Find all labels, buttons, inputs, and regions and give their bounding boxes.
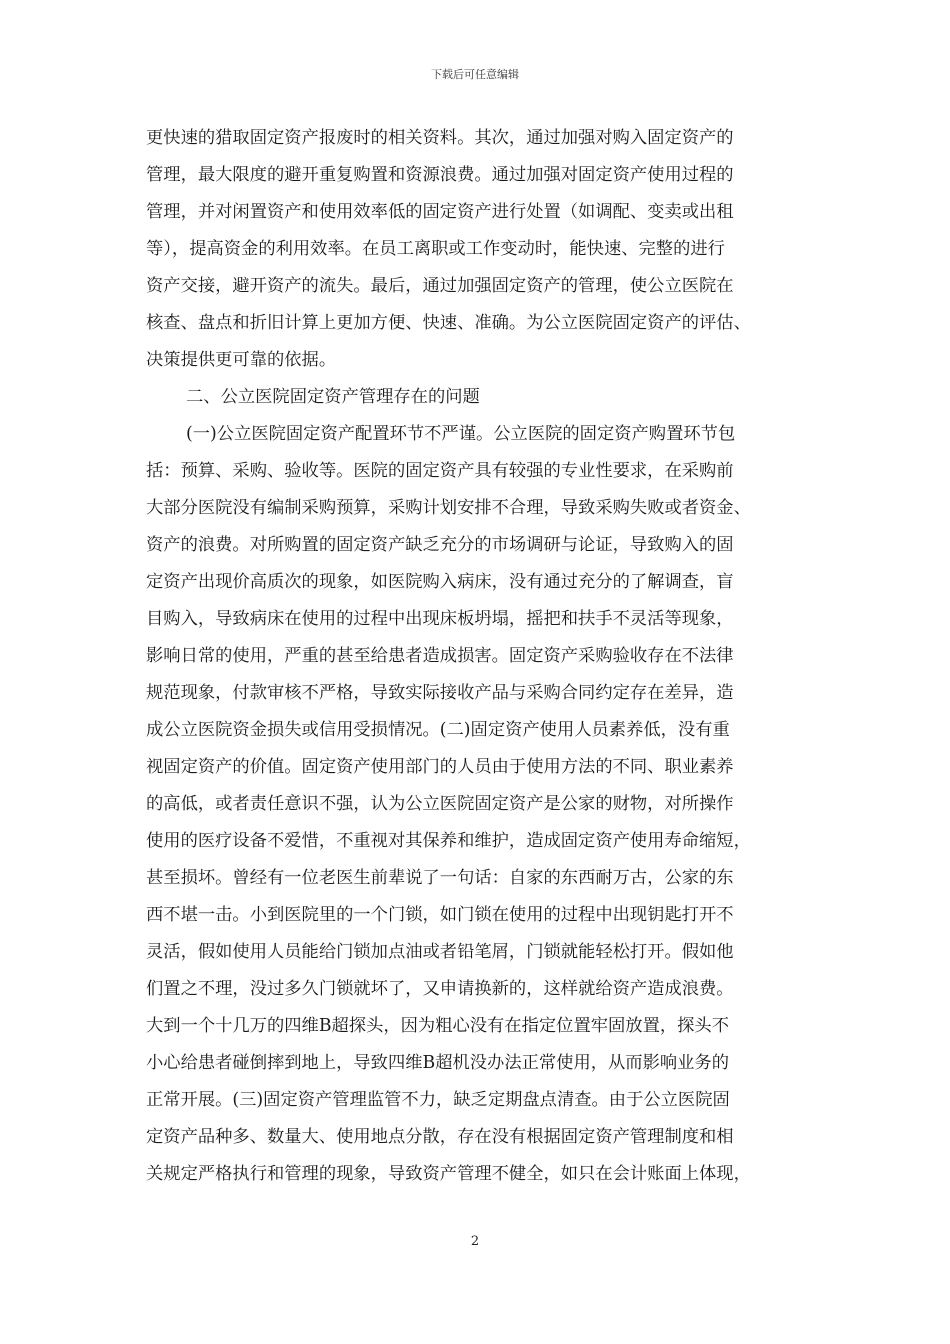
text-line: 大到一个十几万的四维B超探头，因为粗心没有在指定位置牢固放置，探头不	[146, 1016, 729, 1036]
text-line: 资产交接，避开资产的流失。最后，通过加强固定资产的管理，使公立医院在	[146, 276, 734, 296]
text-line: 括：预算、采购、验收等。医院的固定资产具有较强的专业性要求，在采购前	[146, 461, 734, 481]
text-line: 甚至损坏。曾经有一位老医生前辈说了一句话：自家的东西耐万古，公家的东	[146, 868, 734, 888]
text-line: 正常开展。(三)固定资产管理监管不力，缺乏定期盘点清查。由于公立医院固	[146, 1090, 730, 1110]
text-line: 影响日常的使用，严重的甚至给患者造成损害。固定资产采购验收存在不法律	[146, 646, 734, 666]
text-line: 更快速的猎取固定资产报废时的相关资料。其次，通过加强对购入固定资产的	[146, 128, 734, 148]
section-heading: 二、公立医院固定资产管理存在的问题	[186, 387, 480, 407]
text-line: 们置之不理，没过多久门锁就坏了，又申请换新的，这样就给资产造成浪费。	[146, 979, 734, 999]
text-line: 关规定严格执行和管理的现象，导致资产管理不健全，如只在会计账面上体现，	[146, 1164, 751, 1184]
text-line: 定资产品种多、数量大、使用地点分散，存在没有根据固定资产管理制度和相	[146, 1127, 734, 1147]
text-line: 西不堪一击。小到医院里的一个门锁，如门锁在使用的过程中出现钥匙打开不	[146, 905, 734, 925]
text-line: 决策提供更可靠的依据。	[146, 350, 337, 370]
text-line: 小心给患者碰倒摔到地上，导致四维B超机没办法正常使用，从而影响业务的	[146, 1053, 729, 1073]
page-header: 下载后可任意编辑	[431, 68, 519, 81]
text-line: 的高低，或者责任意识不强，认为公立医院固定资产是公家的财物，对所操作	[146, 794, 734, 814]
text-line: 等），提高资金的利用效率。在员工离职或工作变动时，能快速、完整的进行	[146, 239, 725, 259]
text-line: 核查、盘点和折旧计算上更加方便、快速、准确。为公立医院固定资产的评估、	[146, 313, 751, 333]
text-line: 资产的浪费。对所购置的固定资产缺乏充分的市场调研与论证，导致购入的固	[146, 535, 734, 555]
text-line: 管理，最大限度的避开重复购置和资源浪费。通过加强对固定资产使用过程的	[146, 165, 734, 185]
text-line: 管理，并对闲置资产和使用效率低的固定资产进行处置（如调配、变卖或出租	[146, 202, 734, 222]
text-line: 定资产出现价高质次的现象，如医院购入病床，没有通过充分的了解调查，盲	[146, 572, 734, 592]
text-line: 使用的医疗设备不爱惜，不重视对其保养和维护，造成固定资产使用寿命缩短，	[146, 831, 751, 851]
text-line: (一)公立医院固定资产配置环节不严谨。公立医院的固定资产购置环节包	[186, 424, 736, 444]
text-line: 视固定资产的价值。固定资产使用部门的人员由于使用方法的不同、职业素养	[146, 757, 734, 777]
text-line: 目购入，导致病床在使用的过程中出现床板坍塌，摇把和扶手不灵活等现象，	[146, 609, 734, 629]
text-line: 成公立医院资金损失或信用受损情况。(二)固定资产使用人员素养低，没有重	[146, 720, 730, 740]
text-line: 大部分医院没有编制采购预算，采购计划安排不合理，导致采购失败或者资金、	[146, 498, 751, 518]
page-number: 2	[470, 1234, 480, 1249]
text-line: 灵活，假如使用人员能给门锁加点油或者铅笔屑，门锁就能轻松打开。假如他	[146, 942, 734, 962]
text-line: 规范现象，付款审核不严格，导致实际接收产品与采购合同约定存在差异，造	[146, 683, 734, 703]
